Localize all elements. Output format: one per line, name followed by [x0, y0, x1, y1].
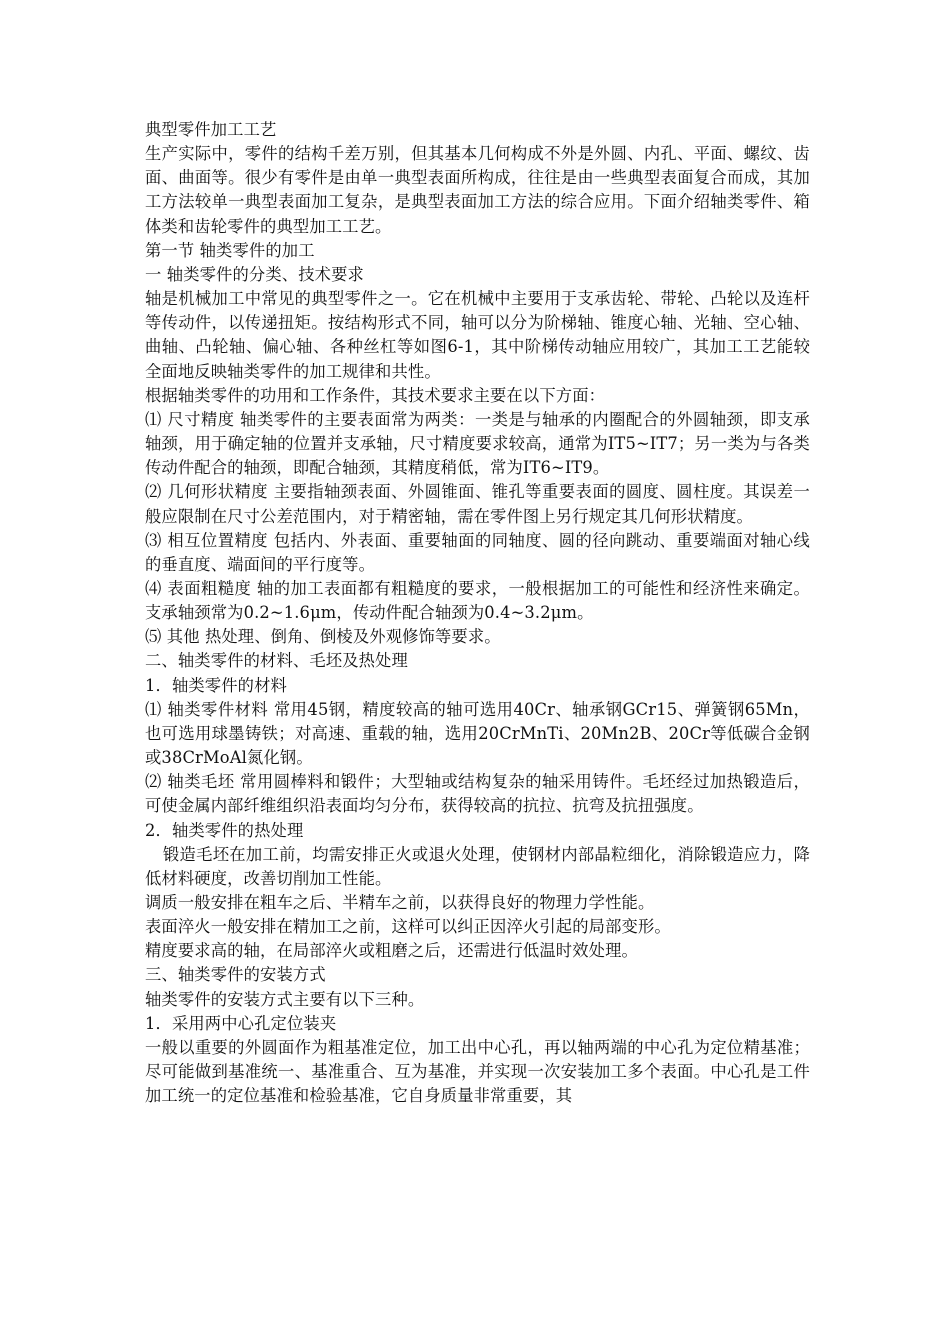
paragraph: 根据轴类零件的功用和工作条件，其技术要求主要在以下方面：: [145, 385, 606, 405]
list-item: ⑷ 表面粗糙度 轴的加工表面都有粗糙度的要求，一般根据加工的可能性和经济性来确定。支承轴颈常为0.2~1.6μm，传动件配合轴颈为0.4~3.2μm。: [145, 578, 810, 623]
paragraph: 一般以重要的外圆面作为粗基准定位，加工出中心孔，再以轴两端的中心孔为定位精基准；尽可能做到基准统一、基准重合、互为基准，并实现一次安装加工多个表面。中心孔是工件加工统一的定位基准和检验基准，它自身质量非常重要，其: [145, 1037, 810, 1106]
section-heading: 第一节 轴类零件的加工: [145, 240, 315, 260]
list-item: ⑴ 尺寸精度 轴类零件的主要表面常为两类：一类是与轴承的内圈配合的外圆轴颈，即支承轴颈，用于确定轴的位置并支承轴，尺寸精度要求较高，通常为IT5~IT7；另一类为与各类传动件配合的轴颈，即配合轴颈，其精度稍低，常为IT6~IT9。: [145, 409, 810, 478]
list-item: ⑶ 相互位置精度 包括内、外表面、重要轴面的同轴度、圆的径向跳动、重要端面对轴心线的垂直度、端面间的平行度等。: [145, 530, 810, 574]
paragraph: 表面淬火一般安排在精加工之前，这样可以纠正因淬火引起的局部变形。: [145, 917, 671, 937]
sub-heading: 1．采用两中心孔定位装夹: [145, 1013, 337, 1033]
sub-heading: 2．轴类零件的热处理: [145, 820, 304, 840]
paragraph: 锻造毛坯在加工前，均需安排正火或退火处理，使钢材内部晶粒细化，消除锻造应力，降低材料硬度，改善切削加工性能。: [145, 844, 810, 888]
paragraph: 轴类零件的安装方式主要有以下三种。: [145, 989, 425, 1009]
document-title: 典型零件加工工艺: [145, 120, 277, 139]
paragraph-intro: 生产实际中，零件的结构千差万别，但其基本几何构成不外是外圆、内孔、平面、螺纹、齿面、曲面等。很少有零件是由单一典型表面所构成，往往是由一些典型表面复合而成，其加工方法较单一典型表面加工复杂，是典型表面加工方法的综合应用。下面介绍轴类零件、箱体类和齿轮零件的典型加工工艺。: [145, 144, 810, 236]
sub-heading: 1．轴类零件的材料: [145, 675, 287, 695]
paragraph: 精度要求高的轴，在局部淬火或粗磨之后，还需进行低温时效处理。: [145, 941, 638, 961]
list-item: ⑴ 轴类零件材料 常用45钢，精度较高的轴可选用40Cr、轴承钢GCr15、弹簧钢65Mn，也可选用球墨铸铁；对高速、重载的轴，选用20CrMnTi、20Mn2B、20Cr等低碳合金钢或38CrMoAl氮化钢。: [145, 699, 810, 768]
subsection-heading: 三、轴类零件的安装方式: [145, 965, 326, 985]
paragraph: 轴是机械加工中常见的典型零件之一。它在机械中主要用于支承齿轮、带轮、凸轮以及连杆等传动件，以传递扭矩。按结构形式不同，轴可以分为阶梯轴、锥度心轴、光轴、空心轴、曲轴、凸轮轴、偏心轴、各种丝杠等如图6-1，其中阶梯传动轴应用较广，其加工工艺能较全面地反映轴类零件的加工规律和共性。: [145, 289, 810, 381]
list-item: ⑵ 轴类毛坯 常用圆棒料和锻件；大型轴或结构复杂的轴采用铸件。毛坯经过加热锻造后，可使金属内部纤维组织沿表面均匀分布，获得较高的抗拉、抗弯及抗扭强度。: [145, 772, 810, 816]
subsection-heading: 一 轴类零件的分类、技术要求: [145, 264, 364, 284]
paragraph: 调质一般安排在粗车之后、半精车之前，以获得良好的物理力学性能。: [145, 893, 655, 912]
list-item: ⑵ 几何形状精度 主要指轴颈表面、外圆锥面、锥孔等重要表面的圆度、圆柱度。其误差一般应限制在尺寸公差范围内，对于精密轴，需在零件图上另行规定其几何形状精度。: [145, 482, 810, 526]
subsection-heading: 二、轴类零件的材料、毛坯及热处理: [145, 651, 408, 671]
list-item: ⑸ 其他 热处理、倒角、倒棱及外观修饰等要求。: [145, 627, 501, 647]
document-page: [145, 118, 810, 1108]
